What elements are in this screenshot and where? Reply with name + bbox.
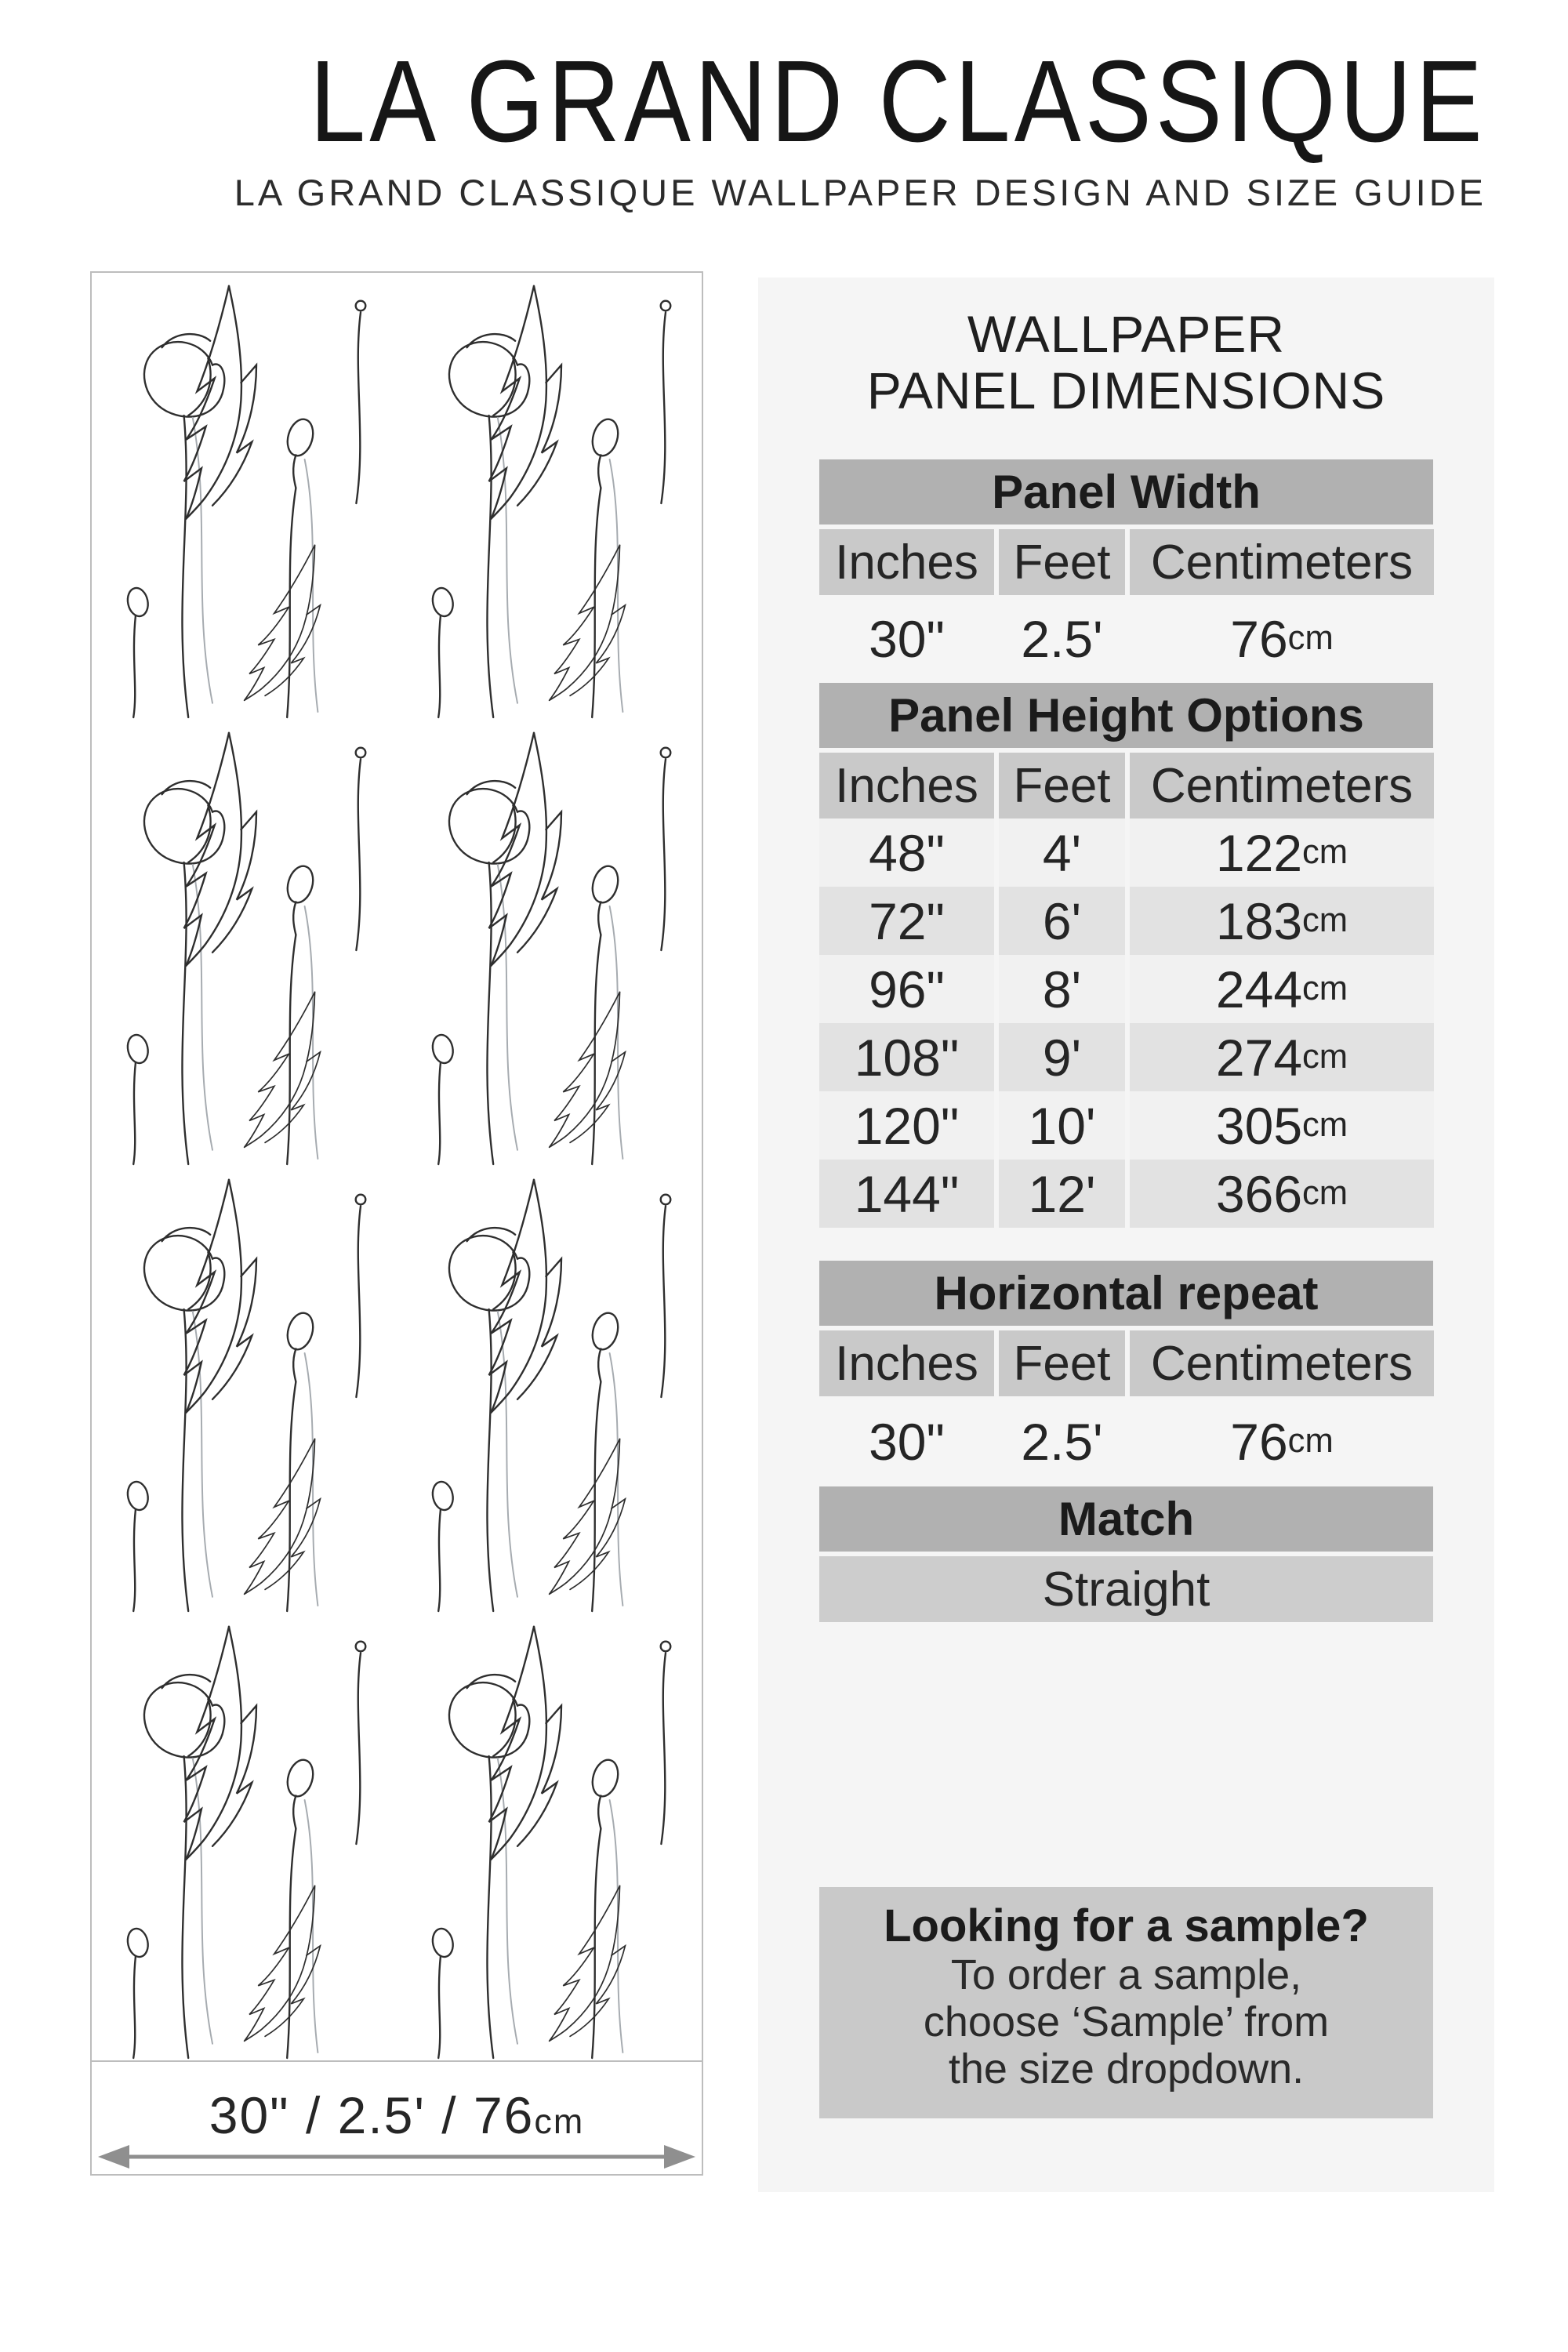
table-row: 144" 12' 366 cm bbox=[819, 1160, 1433, 1228]
wallpaper-pattern-svg bbox=[92, 273, 702, 2060]
wallpaper-preview-panel bbox=[90, 271, 703, 2176]
sample-title: Looking for a sample? bbox=[884, 1900, 1369, 1951]
panel-width-label-area bbox=[92, 2060, 702, 2176]
column-header-feet: Feet bbox=[999, 1330, 1125, 1396]
column-header-inches: Inches bbox=[819, 529, 994, 595]
table-row: 72" 6' 183 cm bbox=[819, 887, 1433, 955]
panel-width-inches: 30" bbox=[869, 610, 945, 668]
column-header-feet: Feet bbox=[999, 529, 1125, 595]
panel-width-column-headers bbox=[819, 529, 1433, 595]
column-header-centimeters: Centimeters bbox=[1130, 753, 1434, 818]
dimension-label-text: 30" / 2.5' / 76 bbox=[209, 2086, 535, 2144]
column-header-centimeters: Centimeters bbox=[1130, 529, 1434, 595]
horizontal-repeat-feet: 2.5' bbox=[1021, 1412, 1103, 1471]
column-header-inches: Inches bbox=[819, 1330, 994, 1396]
dimensions-panel bbox=[758, 278, 1494, 2192]
horizontal-repeat-values bbox=[819, 1396, 1433, 1486]
dimension-label-unit: cm bbox=[534, 2101, 585, 2141]
sample-info-box bbox=[819, 1887, 1433, 2118]
horizontal-repeat-header: Horizontal repeat bbox=[819, 1261, 1433, 1326]
table-row: 96" 8' 244 cm bbox=[819, 955, 1433, 1023]
panel-width-header: Panel Width bbox=[819, 459, 1433, 524]
dimensions-heading-line2: PANEL DIMENSIONS bbox=[866, 361, 1386, 419]
sample-line: the size dropdown. bbox=[948, 2045, 1305, 2092]
table-row: 48" 4' 122 cm bbox=[819, 818, 1433, 887]
wallpaper-pattern bbox=[92, 273, 702, 2060]
sample-line: choose ‘Sample’ from bbox=[923, 1998, 1330, 2045]
match-value: Straight bbox=[819, 1556, 1433, 1622]
horizontal-repeat-column-headers bbox=[819, 1330, 1433, 1396]
panel-width-dimension-label bbox=[92, 2085, 702, 2145]
column-header-feet: Feet bbox=[999, 753, 1125, 818]
brand-subtitle: LA GRAND CLASSIQUE WALLPAPER DESIGN AND SIZE GUIDE bbox=[234, 172, 1486, 213]
table-row: 120" 10' 305 cm bbox=[819, 1091, 1433, 1160]
horizontal-repeat-cm: 76 cm bbox=[1230, 1412, 1334, 1471]
dimensions-heading-line1: WALLPAPER bbox=[967, 305, 1286, 363]
brand-title: LA GRAND CLASSIQUE bbox=[310, 37, 1486, 166]
brand-header bbox=[0, 37, 1486, 214]
column-header-inches: Inches bbox=[819, 753, 994, 818]
panel-width-feet: 2.5' bbox=[1021, 610, 1103, 668]
double-arrow-icon bbox=[96, 2143, 697, 2171]
match-header: Match bbox=[819, 1486, 1433, 1552]
panel-height-column-headers bbox=[819, 753, 1433, 818]
column-header-centimeters: Centimeters bbox=[1130, 1330, 1434, 1396]
table-row: 108" 9' 274 cm bbox=[819, 1023, 1433, 1091]
sample-line: To order a sample, bbox=[950, 1951, 1302, 1998]
horizontal-repeat-inches: 30" bbox=[869, 1412, 945, 1471]
dimensions-heading bbox=[819, 306, 1433, 419]
panel-width-values bbox=[819, 595, 1433, 683]
panel-height-header: Panel Height Options bbox=[819, 683, 1433, 748]
panel-width-cm: 76 cm bbox=[1230, 610, 1334, 668]
